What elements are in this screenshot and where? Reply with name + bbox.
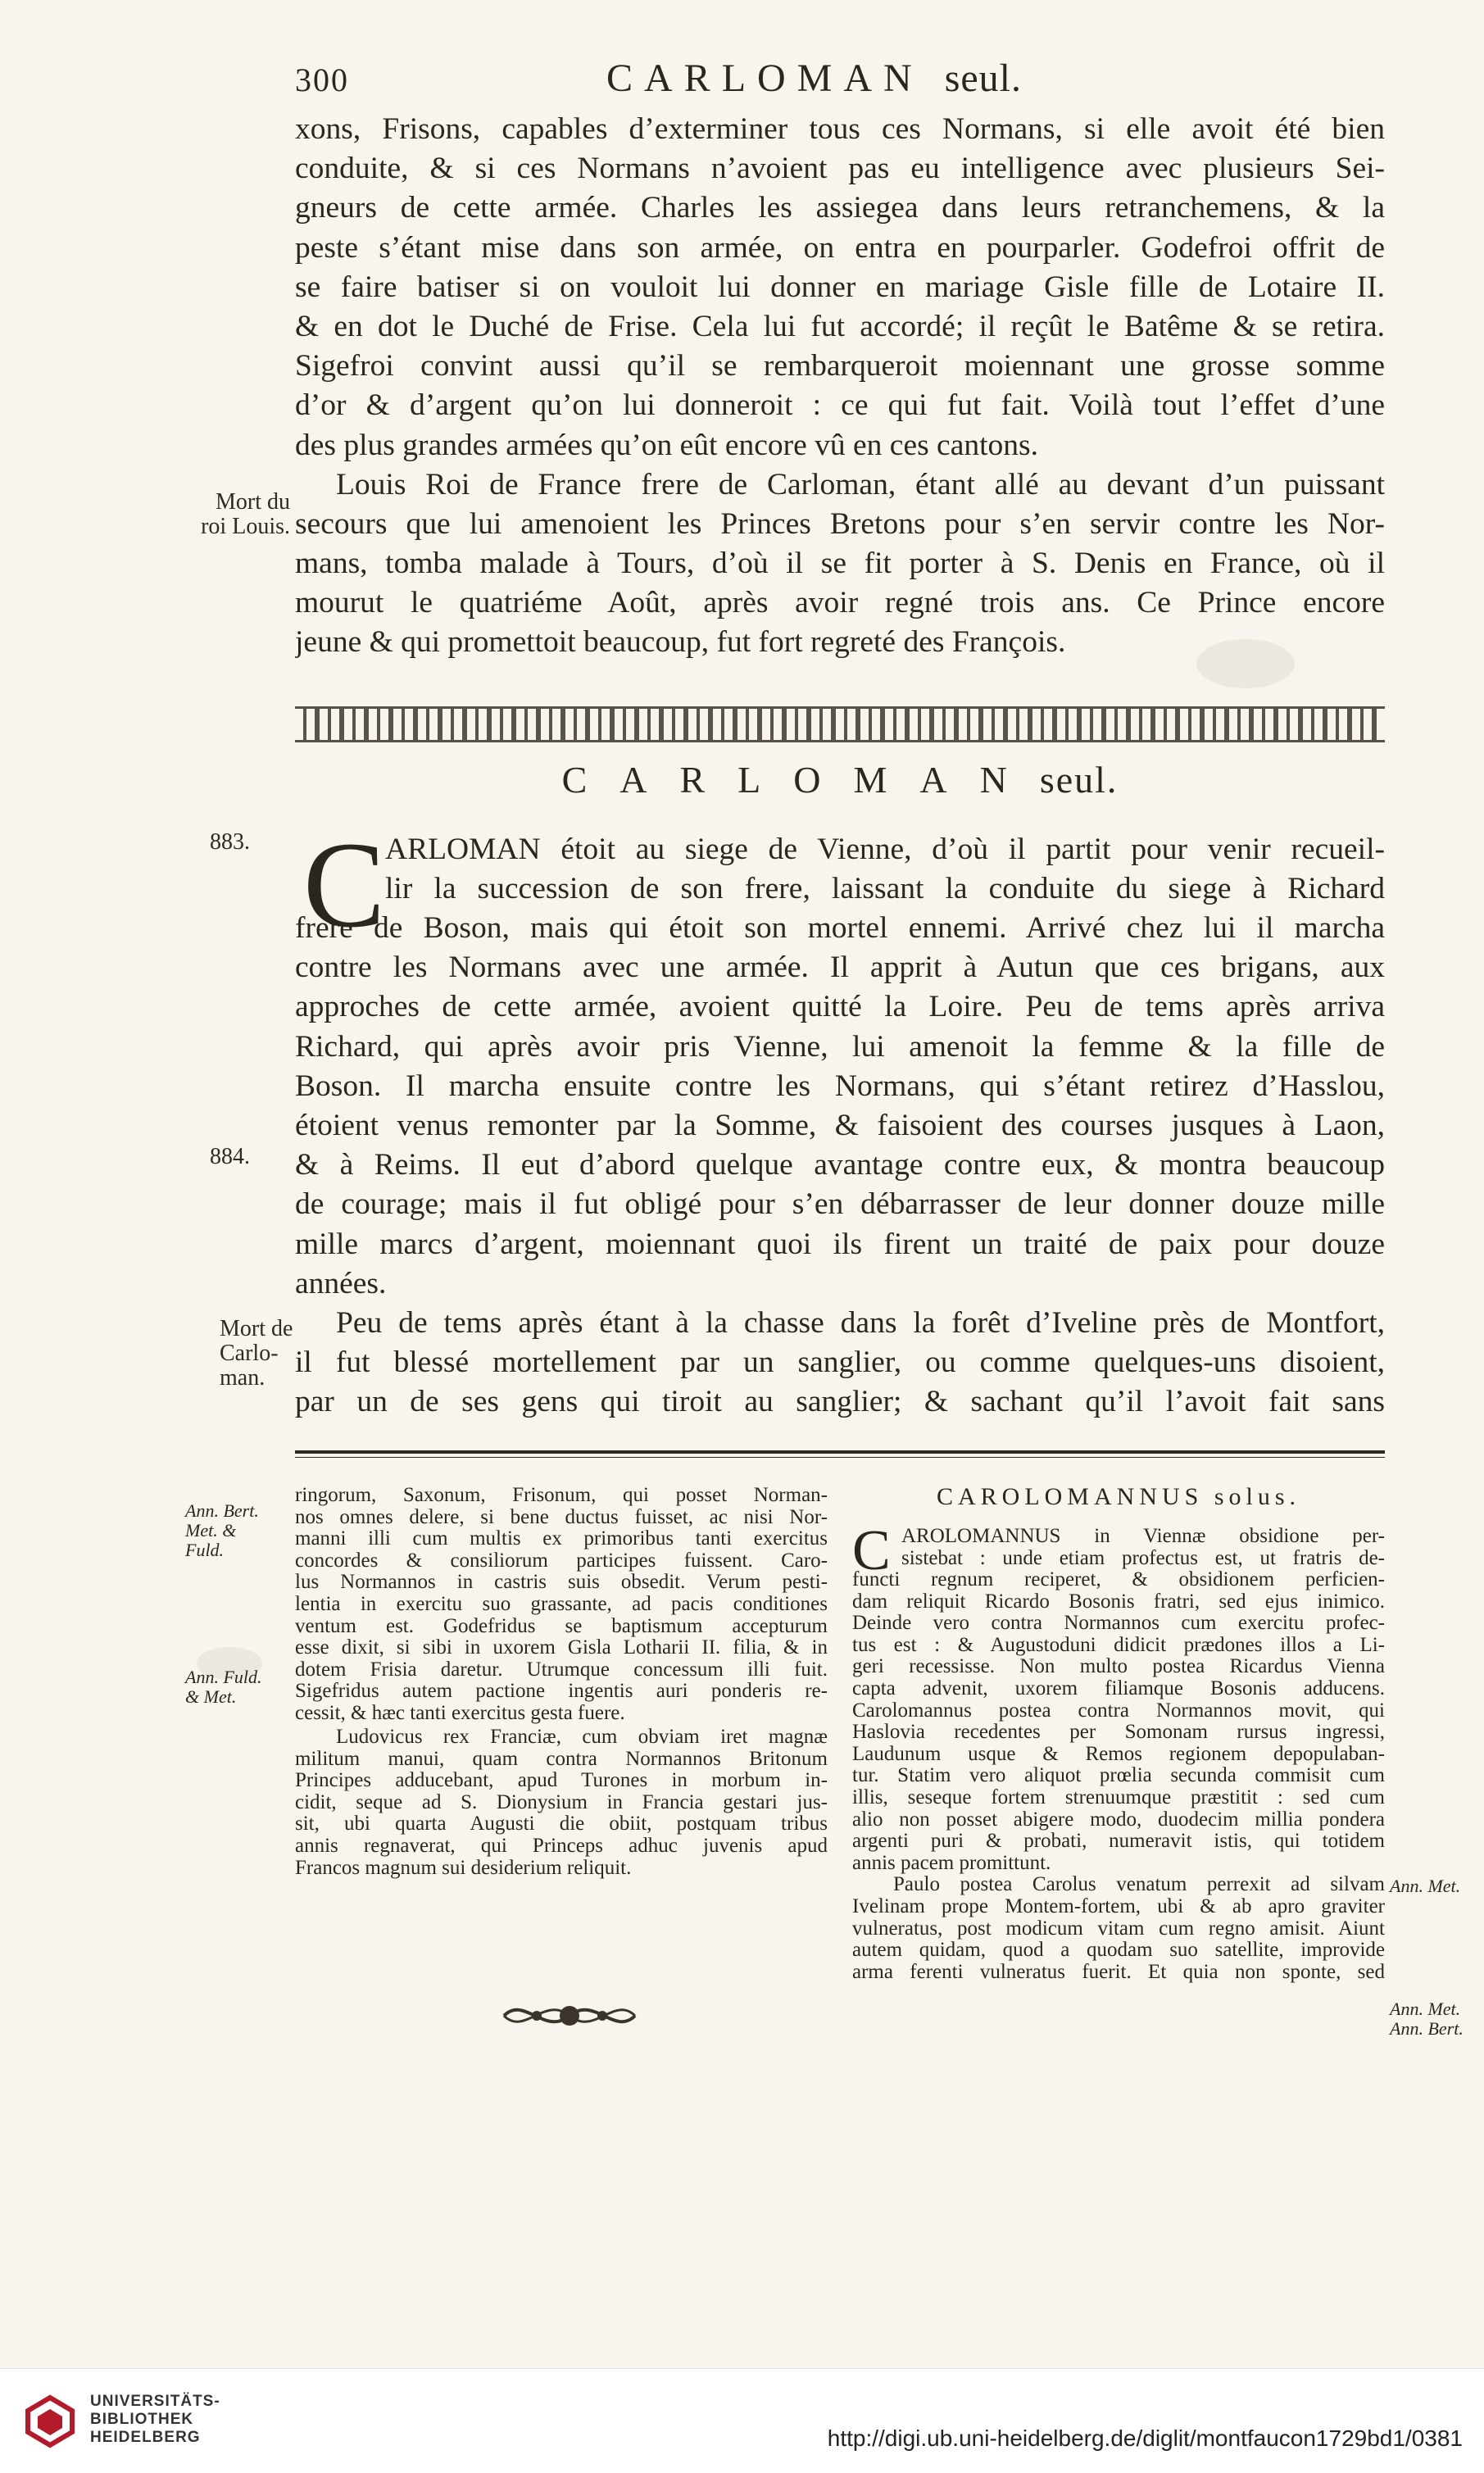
margin-line: Carlo-: [220, 1341, 279, 1366]
text-line: Principes adducebant, apud Turones in morbum in-: [295, 1770, 828, 1792]
text-line: Richard, qui après avoir pris Vienne, lui amenoit la femme & la fille de: [295, 1029, 1385, 1064]
margin-line: Ann. Fuld.: [185, 1667, 262, 1687]
margin-line: Ann. Bert.: [1390, 2018, 1464, 2039]
text-line: capta advenit, uxorem filiamque Bosonis adducens.: [852, 1677, 1385, 1699]
text-line: gneurs de cette armée. Charles les assiegea dans leurs retranchemens, & la: [295, 191, 1385, 225]
text-line: de courage; mais il fut obligé pour s’en débarrasser de leur donner douze mille: [295, 1187, 1385, 1222]
text-line: cessit, & hæc tanti exercitus gesta fuere.: [295, 1702, 625, 1724]
margin-line: Fuld.: [185, 1540, 225, 1560]
margin-year-884: 884.: [210, 1144, 250, 1169]
footnote-right-margin-a: Ann. Met.: [1390, 1876, 1461, 1896]
digitization-footer: [0, 2368, 1484, 2473]
text-line: nos omnes delere, si bene ductus fuisset, ac nisi Nor-: [295, 1506, 828, 1528]
text-line: dam reliquit Ricardo Bosonis fratri, sed ejus inimico.: [852, 1590, 1385, 1613]
text-line: illis, seseque fortem strenuumque præstitit : sed cum: [852, 1786, 1385, 1808]
text-line: militum manui, quam contra Normannos Britonum: [295, 1748, 828, 1770]
section-title-suffix: seul.: [1039, 759, 1119, 801]
library-name-line: HEIDELBERG: [90, 2429, 201, 2446]
text-line: & en dot le Duché de Frise. Cela lui fut accordé; il reçût le Batême & se retira.: [295, 309, 1385, 343]
text-line: secours que lui amenoient les Princes Bretons pour s’en servir contre les Nor-: [295, 506, 1385, 541]
text-line: lus Normannos in castris suis obsedit. Verum pesti-: [295, 1572, 828, 1594]
text-line: mans, tomba malade à Tours, d’où il se fit porter à S. Denis en France, où il: [295, 547, 1385, 581]
text-line: lentia in exercitu suo grassante, ad pacis conditiones: [295, 1593, 828, 1615]
text-line: tur. Statim vero aliquot prœlia secunda commisit cum: [852, 1765, 1385, 1787]
text-line: annis pacem promittunt.: [852, 1852, 1051, 1874]
margin-note-mort-carloman: [220, 1317, 293, 1391]
text-line: arma ferenti vulneratus fuerit. Et quia non sponte, sed: [852, 1961, 1385, 1983]
text-line: mourut le quatriéme Août, après avoir regné trois ans. Ce Prince encore: [295, 586, 1385, 620]
text-line: Carolomannus postea contra Normannos movit, qui: [852, 1699, 1385, 1722]
library-name: [90, 2393, 220, 2447]
text-line: Deinde vero contra Normannos cum exercitu profec-: [852, 1613, 1385, 1635]
page-number: 300: [295, 61, 349, 98]
text-line: frere de Boson, mais qui étoit son mortel ennemi. Arrivé chez lui il marcha: [295, 911, 1385, 945]
text-line: argenti puri & probati, numeravit istis, qui totidem: [852, 1831, 1385, 1853]
text-line: esse dixit, si sibi in uxorem Gisla Lotharii II. filia, & in: [295, 1637, 828, 1659]
section-title: [295, 758, 1385, 801]
library-name-line: BIBLIOTHEK: [90, 2411, 194, 2428]
body-text-section: [295, 909, 1385, 1422]
drop-cap: C: [303, 817, 386, 953]
text-line: AROLOMANNUS in Viennæ obsidione per-: [901, 1526, 1385, 1547]
text-line: Laudunum usque & Remos regionem depopulaban-: [852, 1743, 1385, 1765]
running-title: [606, 56, 1022, 101]
text-line: il fut blessé mortellement par un sanglier, ou comme quelques-uns disoient,: [295, 1345, 1385, 1380]
text-line: tus est : & Augustoduni didicit prædones illos a Li-: [852, 1634, 1385, 1656]
footnote-margin-b: [185, 1668, 292, 1707]
margin-line: Met. &: [185, 1520, 237, 1541]
text-line: se faire batiser si on vouloit lui donner en mariage Gisle fille de Lotaire II.: [295, 270, 1385, 304]
margin-line: Mort de: [220, 1316, 293, 1341]
margin-note-mort-louis: [179, 490, 290, 539]
margin-line: & Met.: [185, 1686, 237, 1707]
ornamental-band: [295, 706, 1385, 742]
running-title-suffix: seul.: [944, 57, 1023, 100]
text-line: peste s’étant mise dans son armée, on entra en pourparler. Godefroi offrit de: [295, 230, 1385, 265]
text-line: annis regnaverat, qui Princeps adhuc juvenis apud: [295, 1835, 828, 1857]
text-line: ARLOMAN étoit au siege de Vienne, d’où il partit pour venir recueil-: [385, 833, 1385, 866]
margin-line: roi Louis.: [201, 514, 290, 539]
text-line: sit, ubi quarta Augusti die obiit, postquam tribus: [295, 1813, 828, 1835]
text-line: Ludovicus rex Franciæ, cum obviam iret magnæ: [336, 1727, 828, 1748]
text-line: xons, Frisons, capables d’exterminer tous ces Normans, si elle avoit été bien: [295, 112, 1385, 146]
text-line: manni illi cum multis ex primoribus tanti exercitus: [295, 1528, 828, 1550]
body-text-section-indented: [385, 830, 1385, 909]
footnote-right-column: [852, 1569, 1385, 1983]
text-line: mille marcs d’argent, moiennant quoi ils firent un traité de paix pour douze: [295, 1227, 1385, 1261]
footnote-right-title: CAROLOMANNUS solus.: [936, 1483, 1301, 1510]
text-line: années.: [295, 1266, 387, 1300]
text-line: cidit, seque ad S. Dionysium in Francia gestari jus-: [295, 1791, 828, 1813]
footnote-left-column-para2: [295, 1727, 828, 1879]
text-line: Sigefroi convint aussi qu’il se rembarqueroit moiennant une grosse somme: [295, 349, 1385, 383]
text-line: concordes & consiliorum participes fuissent. Caro-: [295, 1550, 828, 1572]
text-line: sistebat : unde etiam profectus est, ut fratris de-: [901, 1547, 1385, 1569]
source-url-link[interactable]: http://digi.ub.uni-heidelberg.de/diglit/montfaucon1729bd1/0381: [827, 2425, 1463, 2451]
text-line: Peu de tems après étant à la chasse dans la forêt d’Iveline près de Montfort,: [336, 1305, 1385, 1340]
text-line: des plus grandes armées qu’on eût encore vû en ces cantons.: [295, 428, 1038, 462]
text-line: Boson. Il marcha ensuite contre les Normans, qui s’étant retirez d’Hasslou,: [295, 1069, 1385, 1103]
running-header: [295, 56, 1393, 113]
text-line: jeune & qui promettoit beaucoup, fut fort regreté des François.: [295, 625, 1066, 660]
text-line: Louis Roi de France frere de Carloman, étant allé au devant d’un puissant: [336, 467, 1385, 501]
footnote-drop-cap: C: [852, 1519, 891, 1582]
text-line: functi regnum reciperet, & obsidionem perficien-: [852, 1569, 1385, 1590]
footnote-margin-a: [185, 1501, 292, 1560]
text-line: conduite, & si ces Normans n’avoient pas eu intelligence avec plusieurs Sei-: [295, 152, 1385, 186]
text-line: étoient venus remonter par la Somme, & faisoient des courses jusques à Laon,: [295, 1108, 1385, 1142]
vignette-ornament: [500, 1991, 639, 2040]
text-line: ventum est. Godefridus se baptismum accepturum: [295, 1615, 828, 1637]
margin-line: Ann. Met.: [1390, 1999, 1461, 2019]
text-line: d’or & d’argent qu’on lui donneroit : ce qui fut fait. Voilà tout l’effet d’une: [295, 388, 1385, 423]
text-line: geri recessisse. Non multo postea Ricardus Vienna: [852, 1656, 1385, 1678]
footnote-right-indented: [901, 1526, 1385, 1569]
body-text-top: [295, 110, 1385, 663]
text-line: ringorum, Saxonum, Frisonum, qui posset Norman-: [295, 1485, 828, 1506]
text-line: autem quidam, quod a quodam suo satellite, improvide: [852, 1940, 1385, 1962]
text-line: alio non posset abigere modo, duodecim millia pondera: [852, 1808, 1385, 1831]
text-line: contre les Normans avec une armée. Il apprit à Autun que ces brigans, aux: [295, 951, 1385, 985]
text-line: dotem Frisia daretur. Utrumque concessum illi fuit.: [295, 1658, 828, 1681]
footnote-left-column: [295, 1485, 828, 1725]
text-line: & à Reims. Il eut d’abord quelque avantage contre eux, & montra beaucoup: [295, 1148, 1385, 1182]
library-name-line: UNIVERSITÄTS-: [90, 2393, 220, 2410]
separator-rule-thin: [295, 1457, 1385, 1458]
margin-line: Ann. Bert.: [185, 1500, 259, 1521]
text-line: Paulo postea Carolus venatum perrexit ad silvam: [893, 1874, 1385, 1896]
margin-year-883: 883.: [210, 829, 250, 855]
text-line: vulneratus, post modicum vitam cum regno amisit. Aiunt: [852, 1917, 1385, 1940]
text-line: Ivelinam prope Montem-fortem, ubi & ab apro graviter: [852, 1895, 1385, 1917]
text-line: approches de cette armée, avoient quitté la Loire. Peu de tems après arriva: [295, 990, 1385, 1024]
text-line: Francos magnum sui desiderium reliquit.: [295, 1857, 632, 1879]
separator-rule: [295, 1450, 1385, 1454]
text-line: Sigefridus autem pactione ingentis auri ponderis re-: [295, 1681, 828, 1703]
footnote-right-margin-b: [1390, 1999, 1472, 2039]
text-line: Haslovia recedentes per Somonam rursus ingressi,: [852, 1722, 1385, 1744]
university-library-logo-icon: [21, 2393, 79, 2450]
margin-line: man.: [220, 1365, 265, 1391]
margin-line: Mort du: [216, 489, 290, 515]
running-title-name: CARLOMAN: [606, 57, 924, 100]
section-title-name: CARLOMAN: [561, 759, 1040, 801]
text-line: lir la succession de son frere, laissant la conduite du siege à Richard: [385, 872, 1385, 906]
text-line: par un de ses gens qui tiroit au sanglier; & sachant qu’il l’avoit fait sans: [295, 1385, 1385, 1419]
